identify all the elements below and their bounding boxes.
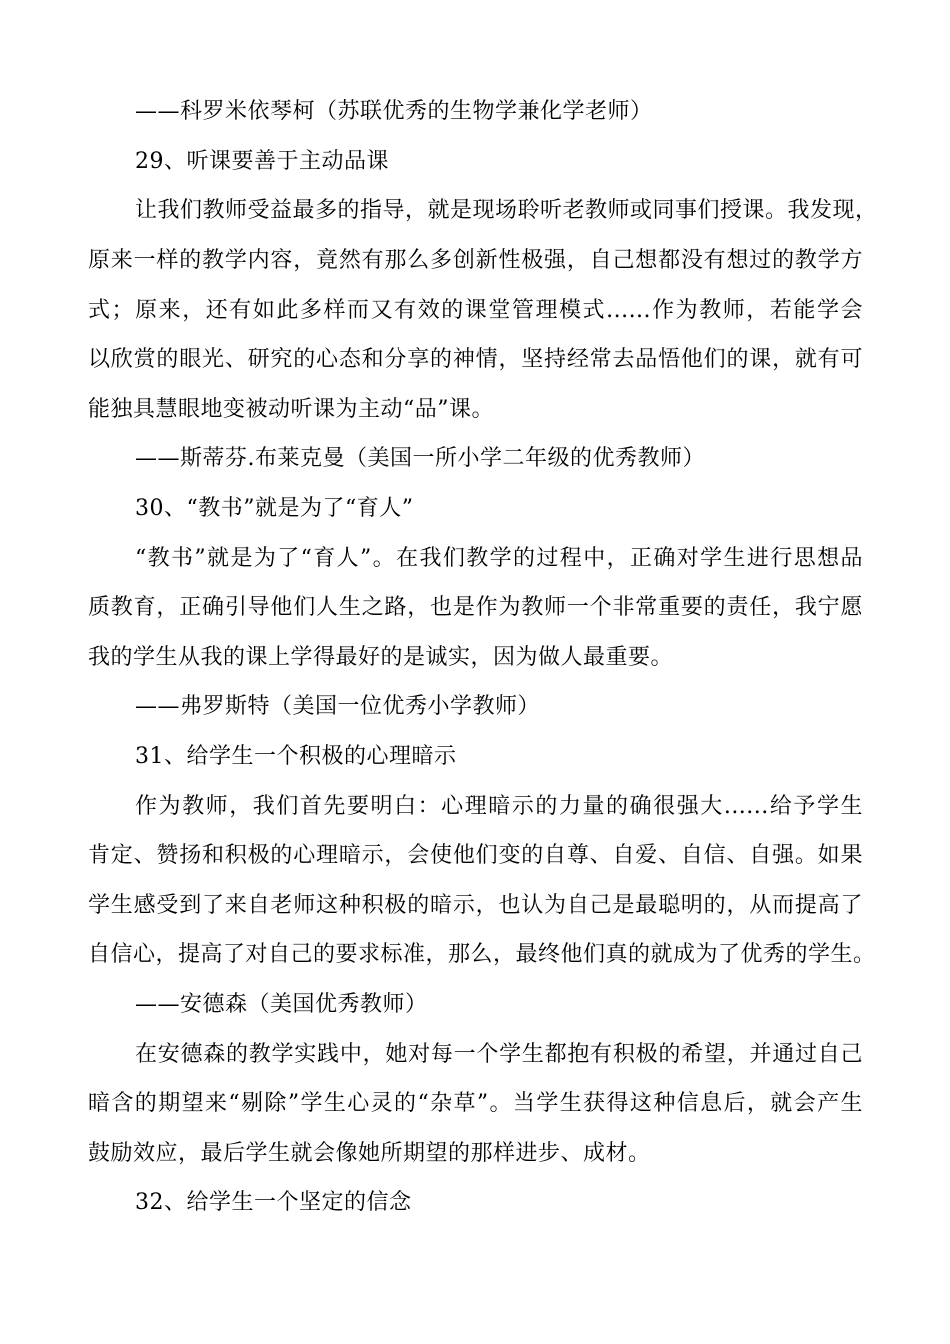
paragraph-line: 让我们教师受益最多的指导，就是现场聆听老教师或同事们授课。我发现，	[135, 198, 878, 223]
quote-attribution: ——斯蒂芬.布莱克曼（美国一所小学二年级的优秀教师）	[135, 446, 705, 471]
section-heading: 30、“教书”就是为了“育人”	[135, 496, 414, 521]
paragraph-line: 在安德森的教学实践中，她对每一个学生都抱有积极的希望，并通过自己	[135, 1042, 863, 1067]
paragraph-line: 式；原来，还有如此多样而又有效的课堂管理模式......作为教师，若能学会	[88, 298, 863, 323]
section-heading: 31、给学生一个积极的心理暗示	[135, 744, 457, 769]
paragraph-line: “教书”就是为了“育人”。在我们教学的过程中，正确对学生进行思想品	[135, 546, 863, 571]
paragraph-line: 自信心，提高了对自己的要求标准，那么，最终他们真的就成为了优秀的学生。	[88, 942, 876, 967]
paragraph-line: 质教育，正确引导他们人生之路，也是作为教师一个非常重要的责任，我宁愿	[88, 595, 863, 620]
quote-attribution: ——安德森（美国优秀教师）	[135, 992, 428, 1017]
paragraph-line: 鼓励效应，最后学生就会像她所期望的那样进步、成材。	[88, 1141, 651, 1166]
paragraph-line: 我的学生从我的课上学得最好的是诚实，因为做人最重要。	[88, 645, 674, 670]
paragraph-line: 作为教师，我们首先要明白：心理暗示的力量的确很强大......给予学生	[135, 794, 863, 819]
paragraph-line: 以欣赏的眼光、研究的心态和分享的神情，坚持经常去品悟他们的课，就有可	[88, 347, 863, 372]
section-heading: 29、听课要善于主动品课	[135, 149, 389, 174]
paragraph-line: 暗含的期望来“剔除”学生心灵的“杂草”。当学生获得这种信息后，就会产生	[88, 1091, 863, 1116]
section-heading: 32、给学生一个坚定的信念	[135, 1190, 412, 1215]
paragraph-line: 能独具慧眼地变被动听课为主动“品”课。	[88, 397, 494, 422]
paragraph-line: 原来一样的教学内容，竟然有那么多创新性极强，自己想都没有想过的教学方	[88, 248, 863, 273]
quote-attribution: ——科罗米依琴柯（苏联优秀的生物学兼化学老师）	[135, 99, 653, 124]
paragraph-line: 学生感受到了来自老师这种积极的暗示，也认为自己是最聪明的，从而提高了	[88, 893, 863, 918]
quote-attribution: ——弗罗斯特（美国一位优秀小学教师）	[135, 694, 541, 719]
paragraph-line: 肯定、赞扬和积极的心理暗示，会使他们变的自尊、自爱、自信、自强。如果	[88, 843, 863, 868]
